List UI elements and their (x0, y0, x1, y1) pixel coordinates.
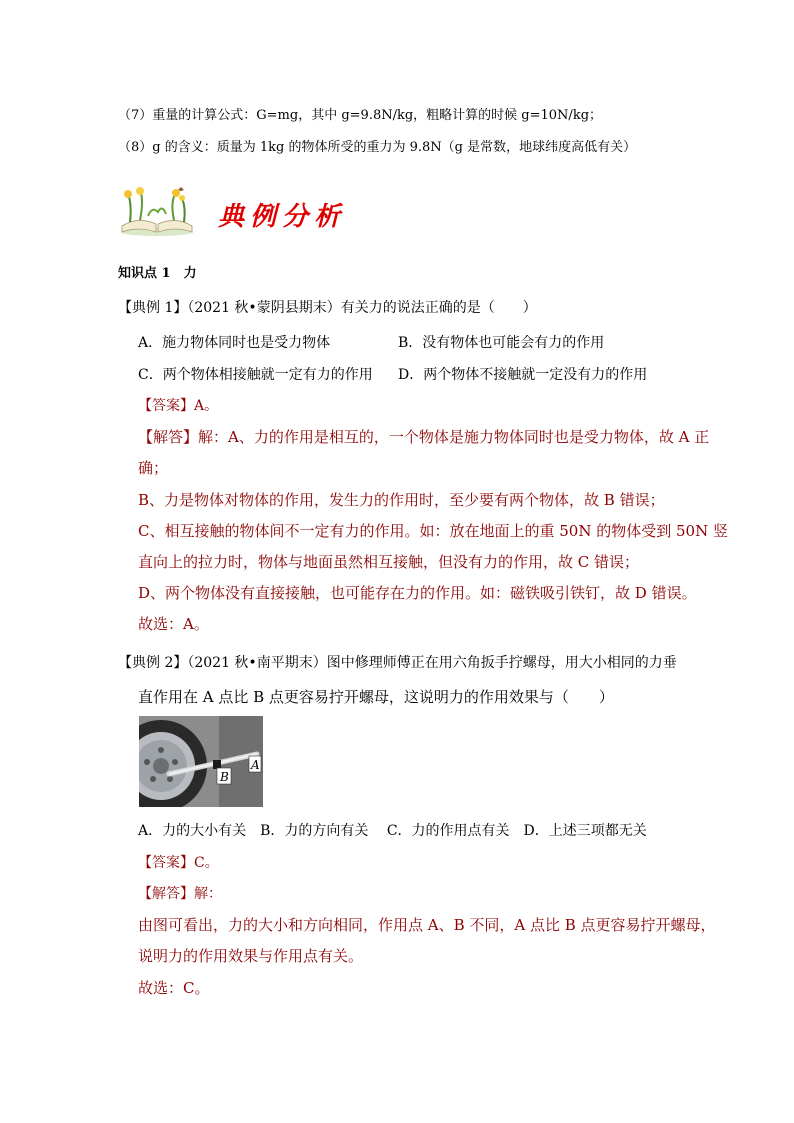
example2-analysis-1: 由图可看出，力的大小和方向相同，作用点 A、B 不同，A 点比 B 点更容易拧开螺母， (138, 916, 716, 934)
example1-option-d: D．两个物体不接触就一定没有力的作用 (398, 367, 648, 383)
example1-analysis-5: 直向上的拉力时，物体与地面虽然相互接触，但没有力的作用，故 C 错误； (138, 553, 640, 571)
example1-analysis-6: D、两个物体没有直接接触，也可能存在力的作用。如：磁铁吸引铁钉，故 D 错误。 (138, 584, 697, 602)
wrench-on-wheel-photo (139, 716, 263, 807)
example2-question-line-1: 【典例 2】（2021 秋•南平期末）图中修理师傅正在用六角扳手拧螺母，用大小相同的力垂 (118, 655, 677, 671)
example1-analysis-3: B、力是物体对物体的作用，发生力的作用时，至少要有两个物体，故 B 错误； (138, 491, 665, 509)
example2-question-line-2: 直作用在 A 点比 B 点更容易拧开螺母，这说明力的作用效果与（ ） (138, 688, 614, 706)
photo-label-a: A (251, 758, 260, 772)
example1-option-c: C．两个物体相接触就一定有力的作用 (138, 367, 373, 383)
photo-label-b: B (220, 770, 229, 784)
example1-conclusion: 故选：A。 (138, 615, 209, 633)
section-title: 典例分析 (218, 202, 347, 232)
example1-option-b: B．没有物体也可能会有力的作用 (398, 335, 605, 351)
example2-analysis-head: 【解答】解： (138, 886, 222, 902)
example1-analysis-2: 确； (138, 459, 169, 477)
example1-option-a: A．施力物体同时也是受力物体 (138, 335, 331, 351)
example2-answer: 【答案】C。 (138, 855, 219, 871)
example2-analysis-2: 说明力的作用效果与作用点有关。 (138, 947, 364, 965)
example1-analysis-1: 【解答】解：A、力的作用是相互的，一个物体是施力物体同时也是受力物体，故 A 正 (138, 428, 710, 446)
example1-question: 【典例 1】（2021 秋•蒙阴县期末）有关力的说法正确的是（ ） (118, 300, 537, 316)
example1-answer: 【答案】A。 (138, 398, 219, 414)
open-book-with-plants-icon (118, 186, 196, 236)
example1-analysis-4: C、相互接触的物体间不一定有力的作用。如：放在地面上的重 50N 的物体受到 50N 竖 (138, 522, 728, 540)
example2-conclusion: 故选：C。 (138, 979, 210, 997)
formula-line-7: （7）重量的计算公式：G=mg，其中 g=9.8N/kg，粗略计算的时候 g=10N/kg； (118, 108, 603, 123)
knowledge-point-heading: 知识点 1 力 (118, 266, 197, 281)
example2-options: A．力的大小有关 B．力的方向有关 C．力的作用点有关 D．上述三项都无关 (138, 823, 647, 839)
formula-line-8: （8）g 的含义：质量为 1kg 的物体所受的重力为 9.8N（g 是常数，地球纬度高低有关） (118, 140, 637, 155)
